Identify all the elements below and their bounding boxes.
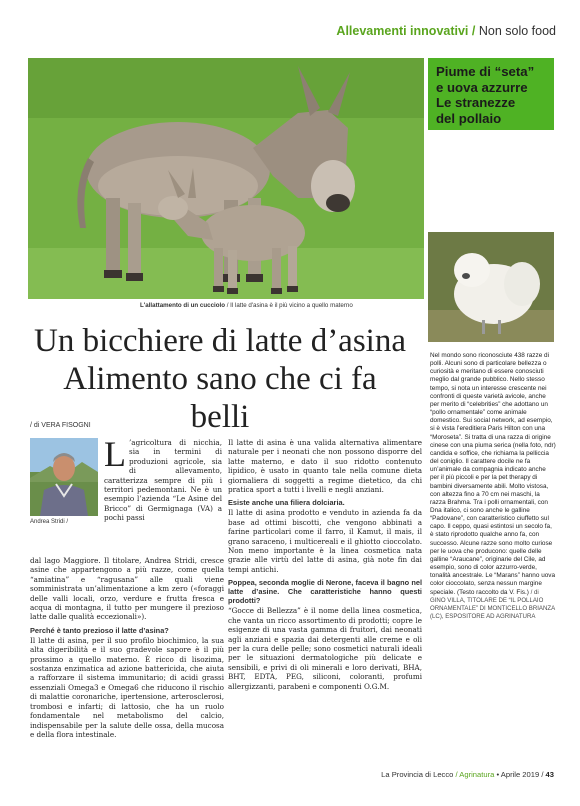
footer-sep: / [453,770,460,779]
footer-date: • Aprile 2019 / [494,770,546,779]
footer-paper: La Provincia di Lecco [381,770,454,779]
hen-photo [428,232,554,342]
sidebar-title-line-2: e uova azzurre [436,79,528,95]
headline [30,322,410,436]
footer-supplement: Agrinatura [459,770,495,779]
photo-caption [140,302,430,309]
page-footer [381,770,554,779]
headline-line-1: Un bicchiere di latte d’asina [33,323,406,359]
article-column-2 [228,438,422,691]
headline-line-2: Alimento sano che ci fa belli [63,361,377,435]
header-category: Allevamenti innovativi [336,24,469,38]
article-paragraph-1a: ’agricoltura di nicchia, sia in termini di produzioni agricole, sia di allevamento, caratterizza sempre di più i territori pedemontani. Ne è un esempio l’azienda “Le Asine del Bricco” di Germignaga (VA) a pochi passi [104,438,222,523]
article-column-1 [30,556,224,739]
author-caption: Andrea Stridi / [30,519,69,525]
sidebar-title-line-1: Piume di “seta” [436,64,535,79]
author-photo [30,438,98,516]
article-paragraph-1b: dal lago Maggiore. Il titolare, Andrea Stridi, cresce asine che appartengono a più razze, come quella “amiatina” e “ragusana” alle quali viene somministrata un’alimentazione a km zero («foraggi delle valli locali, orzo, verdure e frutta fresca e acqua di montagna, il tutto per mungere il prezioso latte dalle qualità eccezionali»). [30,556,224,622]
header-section: Non solo food [478,24,556,38]
photo-caption-bold: L'allattamento di un cucciolo [140,302,226,309]
photo-caption-rest: / Il latte d'asina è il più vicino a quello materno [225,302,353,309]
sidebar-title-box [428,58,554,130]
article-paragraph-5: “Gocce di Bellezza” è il nome della linea cosmetica, che vanta un ricco assortimento di prodotti; copre le esigenze di una vasta gamma di fruitori, dai neonati agli anziani e spazia dai detergenti alle creme e oli per la cura delle pelle; sono cosmetici naturali ideali per le situazioni dermatologiche più delicate e sensibili, e privi di oli minerali e loro derivati, BHA, BHT, EDTA, PEG, siliconi, coloranti, profumi allergizzanti, parabeni e componenti O.G.M. [228,606,422,691]
donkey-photo [28,58,424,299]
header-separator: / [471,24,476,38]
byline: / di VERA FISOGNI [30,422,91,429]
article-column-1-top [104,434,222,523]
page-number: 43 [545,770,554,779]
sidebar-title-line-3: Le stranezze [436,95,516,111]
article-paragraph-2: Il latte di asina, per il suo profilo biochimico, la sua alta digeribilità e il suo gradevole sapore è il più prossimo a quello materno. È ricco di lisozima, sostanza enzimatica ad azione battericida, che aiuta a rafforzare il sistema immunitario; di acidi grassi essenziali Omega3 e Omega6 che riducono il rischio di malattie coronariche, ipertensione, arterosclerosi, trombosi e infarti; di lattosio, che ha un ruolo fondamentale nel metabolismo del calcio, indispensabile per la salute delle ossa, della mucosa e della flora intestinale. [30,635,224,739]
sidebar-body-text: Nel mondo sono riconosciute 438 razze di polli. Alcuni sono di particolare bellezza o curiosità e meritano di essere conosciuti meglio dal grande pubblico. Nello stesso tempo, si nota un interesse crescente nei confronti di queste varietà avicole, anche per merito di “celebrities” che adottano un “pollo ornamentale” come animale domestico. Sui social network, ad esempio, si è vista l’ereditiera Paris Hilton con una “Moroseta”. Si tratta di una razza di origine cinese con una piuma serica (nella foto, ndr) candida e soffice, che richiama la pelliccia del coniglio. Il carattere docile ne fa un’animale da compagnia indicato anche per il più piccoli e per la pet therapy di bambini diversamente abili. Molto vistosa, con altezza fino a 70 cm nei maschi, la razza Brahma. Tra i polli ornamentali, con Dna italico, ci sono anche le galline “Padovane”, con caratteristico ciuffetto sul capo. Il ceppo, quasi estintosi un secolo fa, è stato riprodotto qualche anno fa, con successo. Alcune razze sono molto curiose per le uova che producono: quelle delle galline “Araucane”, originarie del Cile, ad esempio, sono di color azzurro-verde, tonalità ancestrale. Le “Marans” hanno uova color cioccolato, senza nessun margine speciale. (Testo raccolto da V. Fis.) [430,352,556,596]
sidebar-body [430,352,556,621]
author-illustration [30,438,98,516]
article-question-1: Perché è tanto prezioso il latte d’asina? [30,625,169,635]
article-question-3: Poppea, seconda moglie di Nerone, faceva il bagno nel latte d’asine. Che caratteristiche hanno questi prodotti? [228,578,422,606]
section-header [336,24,556,38]
article-paragraph-4: Il latte di asina prodotto e venduto in azienda fa da base ad ottimi biscotti, che vengono abbinati a farine particolari come il farro, il Kamut, il mais, il grano saraceno, i multicereali e il ghiotto cioccolato. Non meno importante è la linea cosmetica nata grazie alle virtù del latte di asina, già note fin dai tempi antichi. [228,508,422,574]
silkie-hen-illustration [428,232,554,342]
sidebar-credit: / di GINO VILLA, TITOLARE DE “IL POLLAIO ORNAMENTALE” DI MONTICELLO BRIANZA (LC), ESPOSITORE AD AGRINATURA [430,588,555,620]
sidebar-title-line-4: del pollaio [436,110,502,126]
article-paragraph-3: Il latte di asina è una valida alternativa alimentare naturale per i neonati che non possono disporre del latte materno, e dato il suo ridotto contenuto lipidico, è usato in quanto tale nella comune dieta giornaliera di soggetti a regime dietetico, da chi pratica sport a tutti i livelli e negli anziani. [228,438,422,495]
drop-cap: L [104,434,126,474]
donkey-illustration [28,58,424,299]
article-question-2: Esiste anche una filiera dolciaria. [228,498,345,508]
